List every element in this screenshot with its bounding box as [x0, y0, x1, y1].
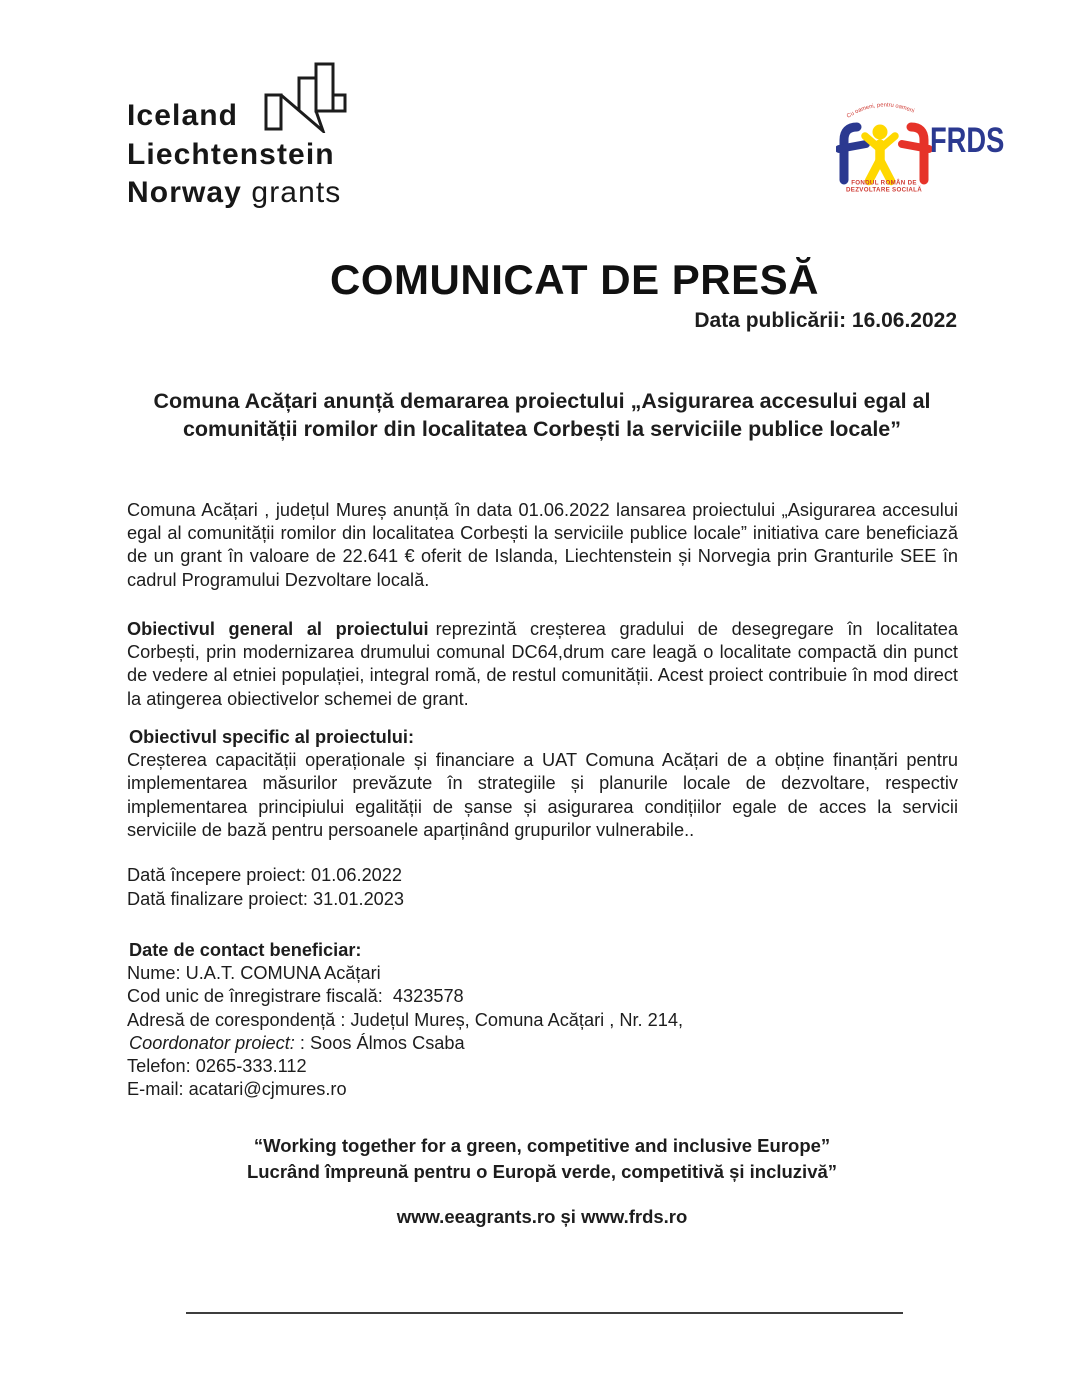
specific-objective-body: Creșterea capacității operaționale și financiare a UAT Comuna Acățari de a obține finanțări pentru implementarea măsurilor prevăzute în strategiile și planurile locale de dezvoltare, respectiv implementarea principiului egalității de șanse și asigurarea condițiilor egale de acces la servicii serviciile de bază pentru persoanele aparținând grupurilor vulnerabile.. — [127, 750, 958, 840]
frds-subtext-line1: FONDUL ROMÂN DE — [851, 179, 917, 187]
coordinator-value: : Soos Álmos Csaba — [294, 1032, 465, 1053]
contact-email-line: E-mail: acatari@cjmures.ro — [127, 1079, 347, 1100]
frds-yellow-figure-icon — [865, 125, 895, 182]
publish-date: Data publicării: 16.06.2022 — [694, 309, 957, 332]
end-date-line: Dată finalizare proiect: 31.01.2023 — [127, 888, 405, 909]
contact-block — [127, 939, 827, 1101]
grants-logo-line-liechtenstein: Liechtenstein — [127, 137, 335, 171]
general-objective-paragraph — [127, 618, 958, 711]
eea-grants-mark-icon — [263, 61, 347, 133]
footer-divider — [186, 1312, 903, 1314]
frds-logo — [836, 92, 1006, 204]
project-dates — [127, 864, 727, 911]
frds-red-figure-icon — [902, 127, 929, 180]
contact-name-line: Nume: U.A.T. COMUNA Acățari — [127, 963, 381, 984]
intro-paragraph: Comuna Acățari , județul Mureș anunță în data 01.06.2022 lansarea proiectului „Asigurarea accesului egal al comunității romilor din localitatea Corbești la serviciile publice locale” initiativa care beneficiază de un grant în valoare de 22.641 € oferit de Islanda, Liechtenstein și Norvegia prin Granturile SEE în cadrul Programului Dezvoltare locală. — [127, 500, 958, 590]
frds-arc-text: Cu oameni, pentru oameni — [845, 102, 915, 120]
contact-fiscal-line: Cod unic de înregistrare fiscală: 4323578 — [127, 986, 464, 1007]
grants-logo-line-iceland: Iceland — [127, 99, 239, 132]
specific-objective-paragraph — [127, 726, 958, 842]
specific-objective-heading: Obiectivul specific al proiectului: — [129, 727, 415, 747]
contact-phone-line: Telefon: 0265-333.112 — [127, 1056, 307, 1077]
contact-heading: Date de contact beneficiar: — [129, 940, 362, 960]
general-objective-heading: Obiectivul general al proiectului — [127, 619, 429, 639]
contact-address-line: Adresă de corespondență : Județul Mureș, Comuna Acățari , Nr. 214, — [127, 1009, 684, 1030]
footer-quote-english: “Working together for a green, competitive and inclusive Europe” — [253, 1135, 831, 1156]
footer-websites: www.eeagrants.ro și www.frds.ro — [396, 1206, 688, 1227]
footer-quote-romanian: Lucrând împreună pentru o Europă verde, competitivă și incluzivă” — [246, 1160, 838, 1182]
contact-coordinator-line — [127, 1032, 827, 1055]
coordinator-label: Coordonator proiect: — [129, 1032, 295, 1053]
frds-acronym: FRDS — [930, 120, 1005, 160]
headline: Comuna Acățari anunță demararea proiectului „Asigurarea accesului egal al comunității romilor din localitatea Corbești la serviciile publice locale” — [153, 389, 931, 441]
general-objective-body: reprezintă creșterea gradului de desegregare în localitatea Corbești, prin modernizarea drumului comunal DC64,drum care leagă o localitate compactă din punct de vedere al etniei populației, integral romă, de restul comunității. Acest proiect contribuie în mod direct la atingerea obiectivelor schemei de grant. — [127, 619, 958, 709]
grants-logo-line-norway: Norway grants — [127, 176, 342, 209]
start-date-line: Dată începere proiect: 01.06.2022 — [127, 865, 403, 885]
frds-subtext-line2: DEZVOLTARE SOCIALĂ — [846, 186, 922, 194]
press-release-title: COMUNICAT DE PRESĂ — [330, 256, 819, 303]
footer-quotes — [127, 1133, 957, 1184]
